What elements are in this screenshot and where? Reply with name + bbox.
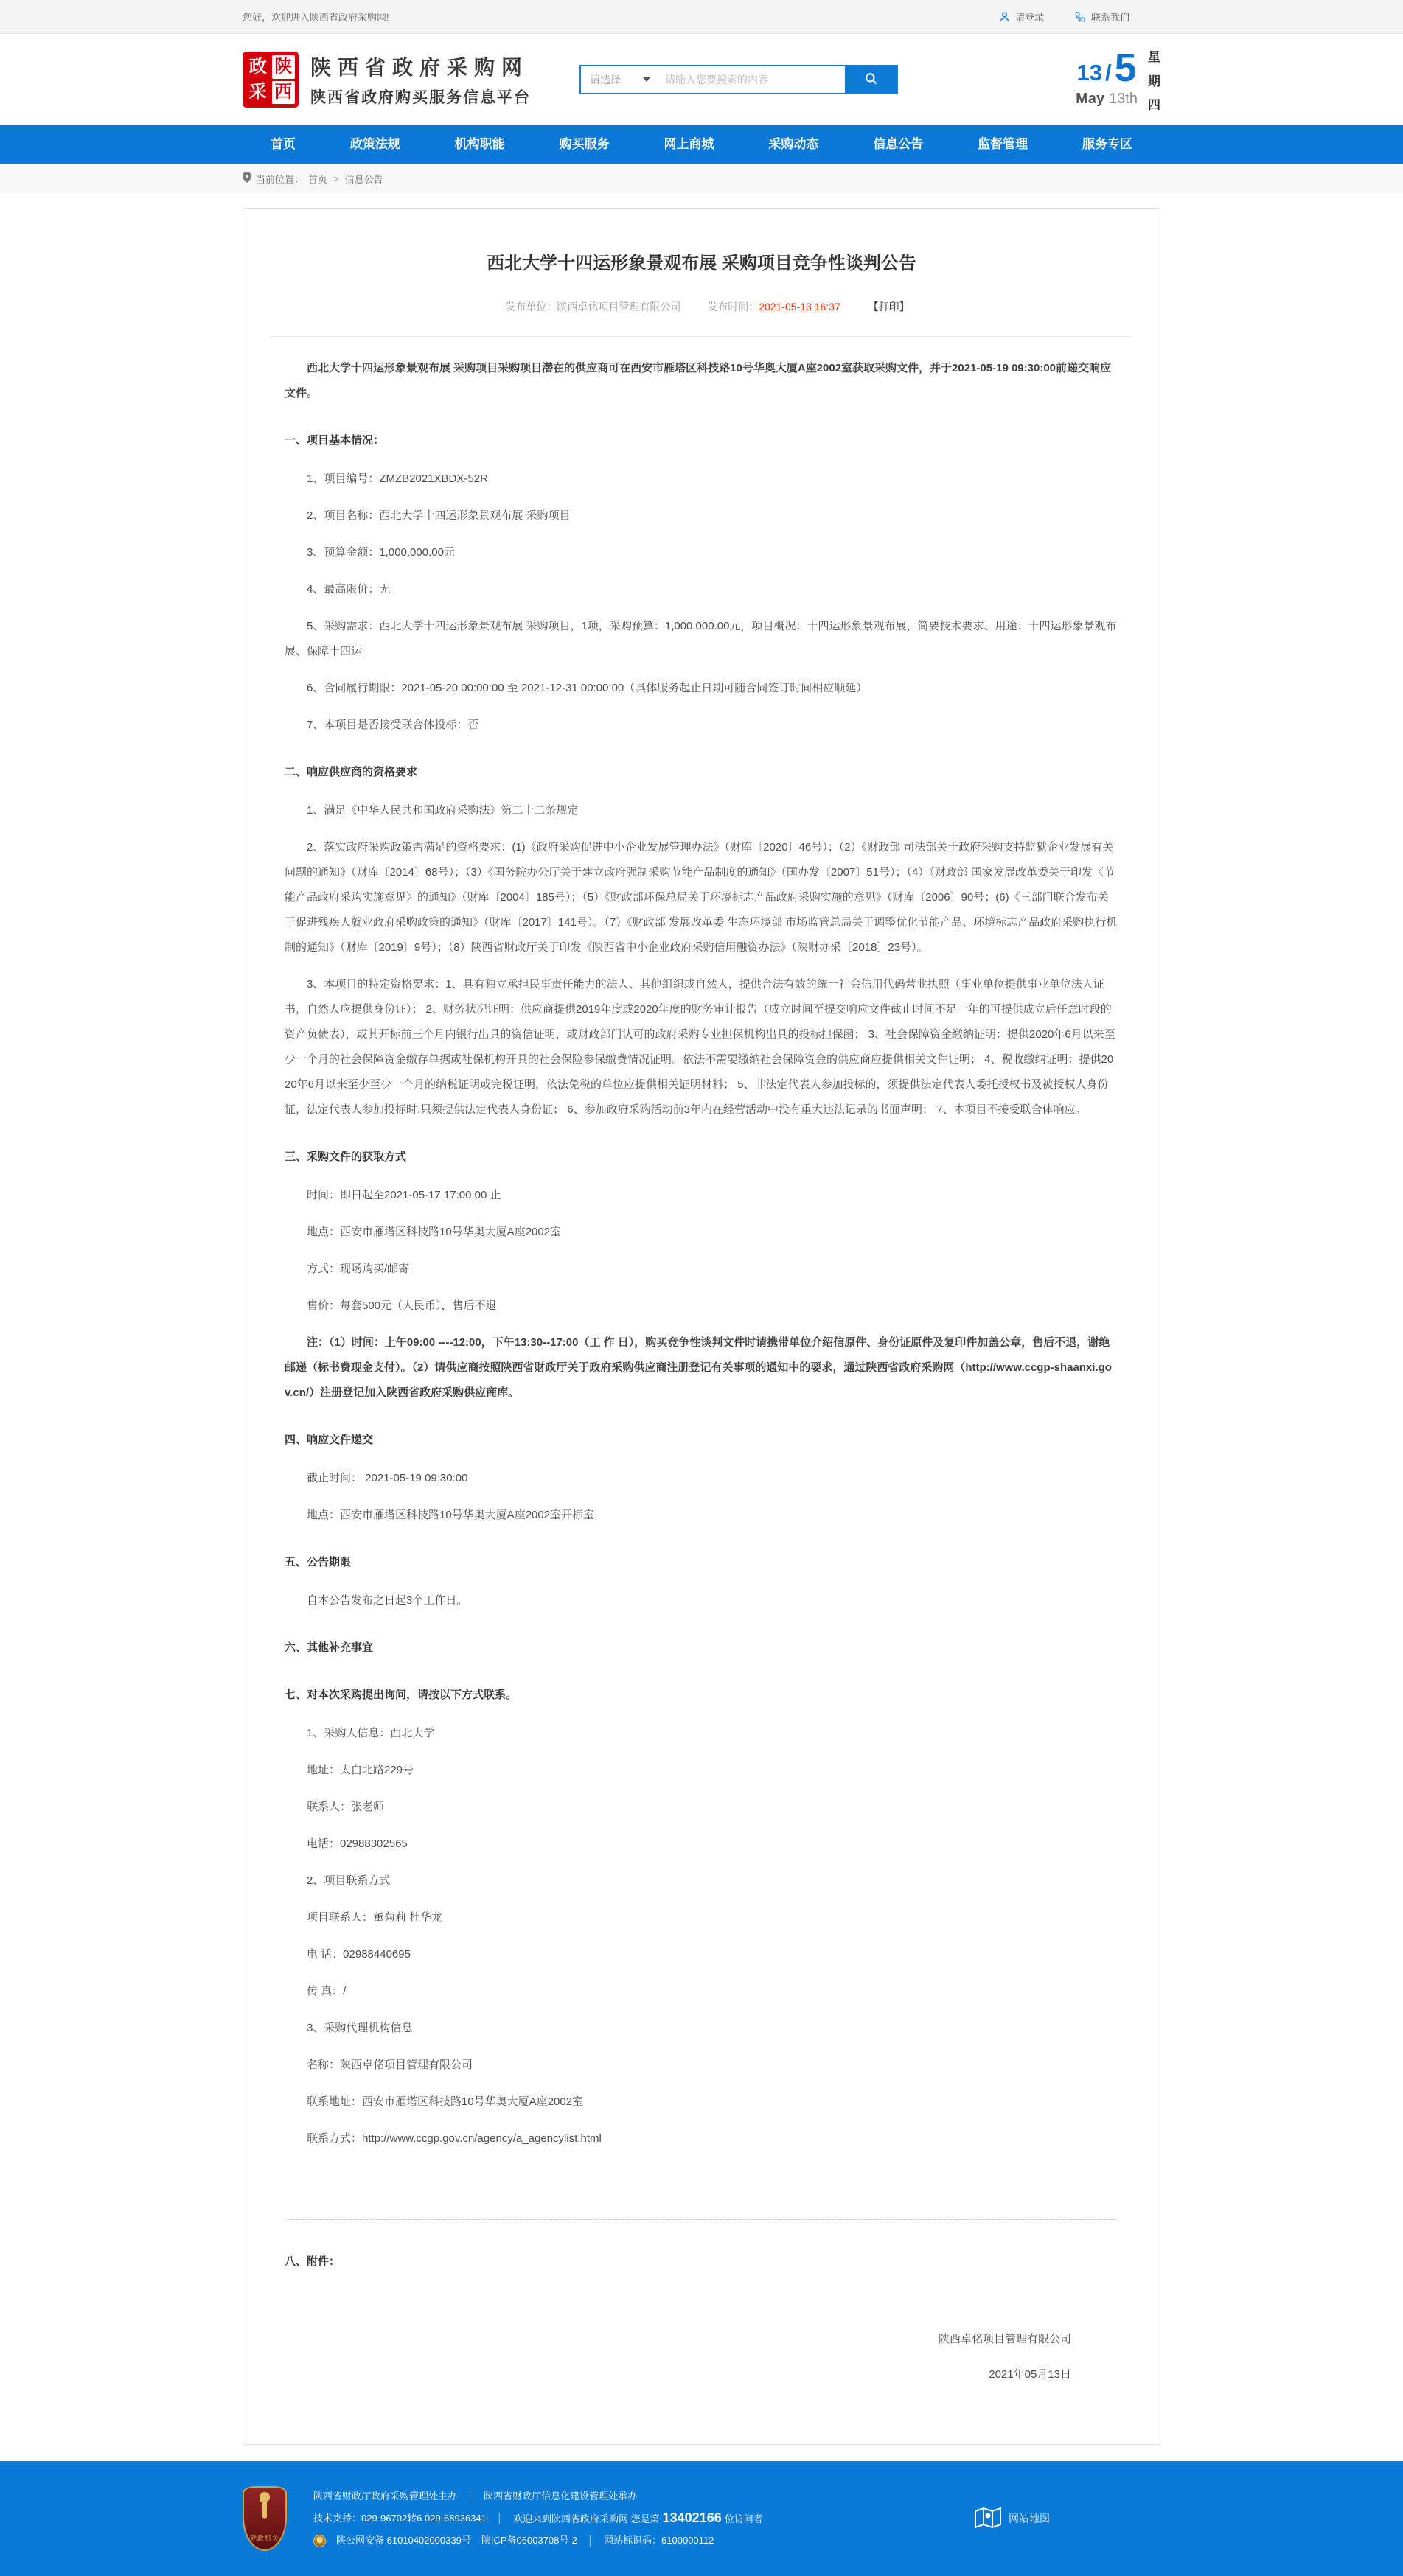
publisher-value: 陕西卓佲项目管理有限公司: [557, 301, 681, 313]
section-heading: 三、采购文件的获取方式: [285, 1151, 407, 1163]
article-paragraph: 电话：02988302565: [307, 1837, 408, 1850]
logo-char: 陕: [272, 55, 296, 79]
footer-tech-support: 技术支持：029-96702转6 029-68936341: [313, 2513, 487, 2524]
article-paragraph: 时间：即日起至2021-05-17 17:00:00 止: [307, 1189, 501, 1201]
nav-item-8[interactable]: 服务专区: [1082, 137, 1132, 151]
date-widget: 13 / 5 May 13th 星 期 四: [1076, 46, 1160, 112]
security-record-link[interactable]: 陕公网安备 61010402000339号: [336, 2535, 471, 2546]
announcement-card: [243, 208, 1160, 2445]
article-paragraph: 名称：陕西卓佲项目管理有限公司: [307, 2059, 473, 2071]
main-nav: [0, 125, 1403, 164]
article-paragraph: 联系方式：http://www.ccgp.gov.cn/agency/a_agencylist.html: [307, 2132, 602, 2145]
user-icon: [999, 11, 1010, 22]
visitor-count: 13402166: [662, 2510, 722, 2525]
article-paragraph: 联系地址：西安市雁塔区科技路10号华奥大厦A座2002室: [307, 2095, 584, 2108]
date-english: May 13th: [1076, 91, 1138, 107]
article-paragraph: 传 真：/: [307, 1985, 347, 1997]
logo-char: 采: [248, 82, 267, 102]
article-paragraph: 2、项目名称：西北大学十四运形象景观布展 采购项目: [307, 509, 571, 522]
meta-divider: [270, 336, 1133, 337]
article-paragraph: 3、预算金额：1,000,000.00元: [307, 546, 455, 559]
badge-label: 党政机关: [249, 2535, 279, 2542]
article-paragraph: 地点：西安市雁塔区科技路10号华奥大厦A座2002室: [307, 1226, 562, 1238]
nav-item-4[interactable]: 网上商城: [664, 137, 714, 151]
nav-item-2[interactable]: 机构职能: [454, 137, 505, 151]
nav-item-6[interactable]: 信息公告: [873, 137, 924, 151]
breadcrumb: 当前位置： 首页 > 信息公告: [243, 164, 1160, 193]
site-title: 陕西省政府采购网: [310, 56, 529, 79]
footer-organizer: 陕西省财政厅政府采购管理处主办: [313, 2491, 458, 2502]
publish-time-label: 发布时间：: [707, 301, 759, 313]
date-day: 13: [1076, 60, 1102, 85]
publish-time-value: 2021-05-13 16:37: [759, 301, 840, 313]
article-paragraph: 方式：现场购买/邮寄: [307, 1263, 410, 1275]
breadcrumb-prefix: 当前位置：: [256, 173, 304, 185]
section-heading: 四、响应文件递交: [285, 1434, 374, 1446]
search-button[interactable]: [845, 66, 897, 93]
publisher-label: 发布单位：: [505, 301, 557, 313]
article-paragraph: 2、项目联系方式: [307, 1874, 391, 1887]
dotted-divider: [285, 2219, 1118, 2220]
footer-co-organizer: 陕西省财政厅信息化建设管理处承办: [484, 2491, 638, 2502]
footer-visitor-text: 欢迎来到陕西省政府采购网 您是第 13402166 位访问者: [513, 2510, 763, 2525]
icp-record-link[interactable]: 陕ICP备06003708号-2: [481, 2535, 577, 2546]
signature-block: [285, 2322, 1118, 2392]
article-paragraph: 地点：西安市雁塔区科技路10号华奥大厦A座2002室开标室: [307, 1509, 595, 1521]
welcome-text: 您好，欢迎进入陕西省政府采购网!: [243, 12, 389, 23]
article-paragraph: 3、采购代理机构信息: [307, 2022, 413, 2034]
date-weekday: [1148, 48, 1160, 111]
article-paragraph: 售价：每套500元（人民币），售后不退: [307, 1299, 497, 1312]
article-paragraph: 自本公告发布之日起3个工作日。: [307, 1594, 468, 1607]
article-paragraph: 截止时间： 2021-05-19 09:30:00: [307, 1472, 468, 1484]
date-month: 5: [1114, 46, 1137, 90]
footer-text: 陕西省财政厅政府采购管理处主办 │ 陕西省财政厅信息化建设管理处承办 技术支持：029-96702转6 029-68936341 │ 欢迎来到陕西省政府采购网 您是第 13402166 位访问者 陕公网安备 61010402000339号 陕ICP备06003708号-2 │ 网站标识码：6100000112: [313, 2482, 763, 2555]
article-paragraph: 1、采购人信息：西北大学: [307, 1727, 435, 1739]
nav-item-1[interactable]: 政策法规: [349, 137, 400, 151]
page-title: 西北大学十四运形象景观布展 采购项目竞争性谈判公告: [487, 254, 916, 273]
top-utility-bar: [0, 0, 1403, 34]
search-category-select[interactable]: 请选择: [581, 66, 658, 93]
site-titles: [310, 52, 531, 108]
article-paragraph: 4、最高限价：无: [307, 583, 391, 596]
police-badge-icon: [313, 2535, 326, 2547]
article-paragraph: 6、合同履行期限：2021-05-20 00:00:00 至 2021-12-31 00:00:00（具体服务起止日期可随合同签订时间相应顺延）: [307, 682, 868, 694]
site-code: 网站标识码：6100000112: [604, 2535, 714, 2546]
article-paragraph: 1、满足《中华人民共和国政府采购法》第二十二条规定: [307, 804, 579, 817]
government-badge-icon: [243, 2486, 287, 2551]
logo-char: 西: [272, 81, 296, 105]
signature-date: 2021年05月13日: [989, 2368, 1071, 2381]
site-logo[interactable]: [243, 52, 299, 108]
main-content: [0, 193, 1403, 2461]
login-link[interactable]: 请登录: [999, 10, 1044, 24]
article-paragraph: 西北大学十四运形象景观布展 采购项目采购项目潜在的供应商可在西安市雁塔区科技路10号华奥大厦A座2002室获取采购文件，并于2021-05-19 09:30:00前递交响应文件。: [285, 362, 1111, 399]
contact-link[interactable]: 联系我们: [1075, 10, 1129, 24]
search-icon: [864, 71, 878, 88]
breadcrumb-current: 信息公告: [344, 173, 383, 185]
article-meta: [285, 299, 1118, 314]
article-paragraph: 电 话：02988440695: [307, 1948, 411, 1961]
nav-item-5[interactable]: 采购动态: [768, 137, 819, 151]
article-body: [285, 356, 1118, 2275]
site-header: [0, 34, 1403, 125]
site-footer: [0, 2461, 1403, 2576]
article-paragraph: 5、采购需求：西北大学十四运形象景观布展 采购项目，1项，采购预算：1,000,000.00元，项目概况：十四运形象景观布展，简要技术要求、用途：十四运形象景观布展、保障十四运: [285, 620, 1117, 657]
article-paragraph: 7、本项目是否接受联合体投标：否: [307, 719, 479, 731]
location-pin-icon: [243, 172, 251, 185]
weekday-char: 星: [1148, 50, 1160, 64]
breadcrumb-home[interactable]: 首页: [308, 173, 328, 185]
signature-company: 陕西卓佲项目管理有限公司: [938, 2333, 1071, 2345]
chevron-down-icon: [643, 77, 650, 82]
site-subtitle: 陕西省政府购买服务信息平台: [310, 89, 531, 106]
sitemap-link[interactable]: 网站地图: [973, 2505, 1050, 2533]
section-heading: 二、响应供应商的资格要求: [285, 766, 418, 778]
weekday-char: 四: [1148, 98, 1160, 112]
search-input[interactable]: [658, 66, 845, 93]
article-paragraph: 2、落实政府采购政策需满足的资格要求：(1)《政府采购促进中小企业发展管理办法》（财库〔2020〕46号）；（2）《财政部 司法部关于政府采购支持监狱企业发展有关问题的通知》（财库〔2014〕68号）；（3）《国务院办公厅关于建立政府强制采购节能产品制度的通知》（国办发〔2007〕51号）；（4）《财政部 国家发展改革委关于印发〈节能产品政府采购实施意见〉的通知》（财库〔2004〕185号）；（5）《财政部环保总局关于环境标志产品政府采购实施的意见》（财库〔2006〕90号；(6)《三部门联合发布关于促进残疾人就业政府采购政策的通知》（财库〔2017〕141号）。（7）《财政部 发展改革委 生态环境部 市场监管总局关于调整优化节能产品、环境标志产品政府采购执行机制的通知》（财库〔2019〕9号）；（8）陕西省财政厅关于印发《陕西省中小企业政府采购信用融资办法》（陕财办采〔2018〕23号）。: [285, 841, 1118, 954]
article-paragraph: 地址：太白北路229号: [307, 1764, 414, 1776]
logo-char: 政: [248, 56, 267, 77]
nav-item-3[interactable]: 购买服务: [559, 137, 610, 151]
article-paragraph: 3、本项目的特定资格要求：1、具有独立承担民事责任能力的法人、其他组织或自然人，提供合法有效的统一社会信用代码营业执照（事业单位提供事业单位法人证书，自然人应提供身份证）； 2、财务状况证明：供应商提供2019年度或2020年度的财务审计报告（成立时间至提交响应文件截止时间不足一年的可提供成立后任意时段的资产负债表），或其开标前三个月内银行出具的资信证明，或财政部门认可的政府采购专业担保机构出具的投标担保函； 3、社会保障资金缴纳证明：提供2020年6月以来至少一个月的社会保障资金缴存单据或社保机构开具的社会保险参保缴费情况证明。依法不需要缴纳社会保障资金的供应商应提供相关文件证明； 4、税收缴纳证明：提供2020年6月以来至少至少一个月的纳税证明或完税证明，依法免税的单位应提供相关证明材料； 5、非法定代表人参加投标的，须提供法定代表人委托授权书及被授权人身份证，法定代表人参加投标时,只须提供法定代表人身份证； 6、参加政府采购活动前3年内在经营活动中没有重大违法记录的书面声明； 7、本项目不接受联合体响应。: [285, 978, 1115, 1116]
phone-icon: [1075, 11, 1086, 22]
section-heading: 六、其他补充事宜: [285, 1641, 374, 1654]
search-box: [579, 65, 898, 94]
weekday-char: 期: [1148, 74, 1160, 88]
print-button[interactable]: 【打印】: [868, 301, 910, 313]
breadcrumb-bar: [0, 164, 1403, 193]
article-paragraph: 注：（1）时间：上午09:00 ----12:00，下午13:30--17:00（工 作 日），购买竞争性谈判文件时请携带单位介绍信原件、身份证原件及复印件加盖公章，售后不退，谢绝邮递（标书费现金支付）。（2）请供应商按照陕西省财政厅关于政府采购供应商注册登记有关事项的通知中的要求，通过陕西省政府采购网（http://www.ccgp-shaanxi.gov.cn/）注册登记加入陕西省政府采购供应商库。: [285, 1336, 1112, 1399]
nav-item-0[interactable]: 首页: [271, 137, 296, 151]
nav-item-7[interactable]: 监督管理: [978, 137, 1028, 151]
map-icon: [973, 2505, 1003, 2533]
section-heading: 五、公告期限: [285, 1556, 352, 1568]
section-heading: 八、附件：: [285, 2255, 341, 2268]
section-heading: 七、对本次采购提出询问，请按以下方式联系。: [285, 1689, 518, 1701]
article-paragraph: 项目联系人：董菊莉 杜华龙: [307, 1911, 443, 1924]
section-heading: 一、项目基本情况：: [285, 434, 385, 447]
article-paragraph: 1、项目编号：ZMZB2021XBDX-52R: [307, 472, 488, 485]
article-paragraph: 联系人：张老师: [307, 1801, 385, 1813]
